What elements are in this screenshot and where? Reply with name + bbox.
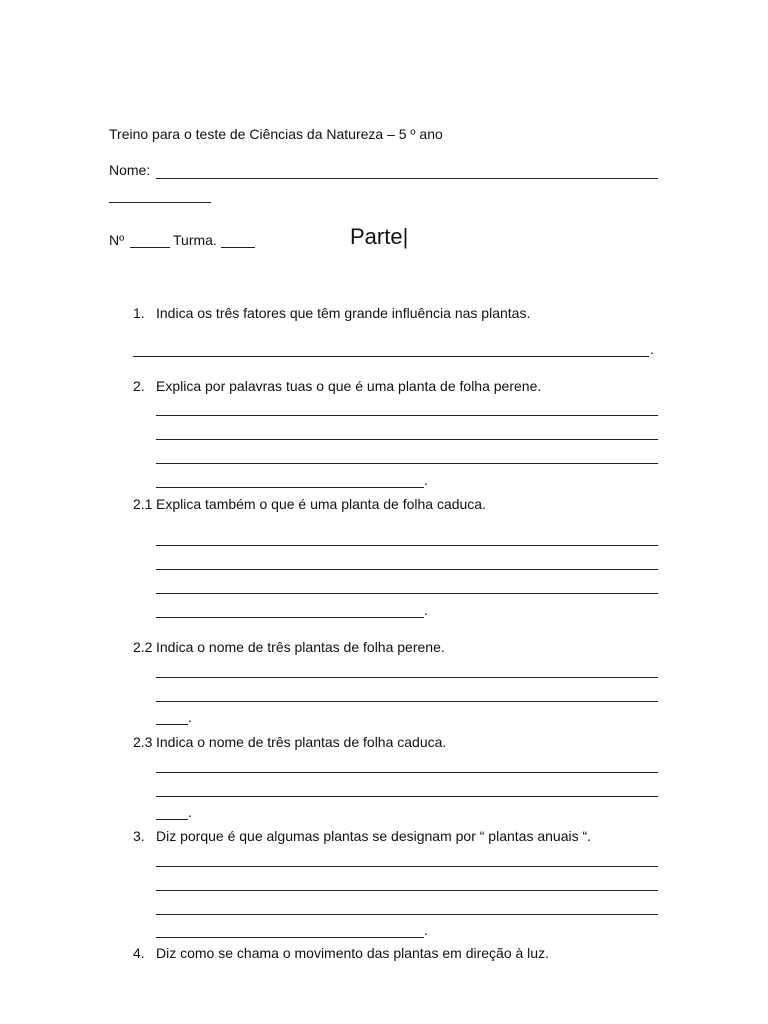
answer-line[interactable]	[156, 593, 658, 594]
answer-line-end: .	[188, 709, 192, 725]
answer-line[interactable]	[156, 819, 188, 820]
question-text: Indica o nome de três plantas de folha caduca.	[156, 734, 447, 750]
answer-line[interactable]	[156, 914, 658, 915]
answer-line[interactable]	[156, 772, 658, 773]
number-label: Nº	[109, 232, 125, 248]
question-text: Explica por palavras tuas o que é uma planta de folha perene.	[156, 378, 542, 394]
name-answer-line-continued[interactable]	[109, 202, 211, 203]
question-text: Diz porque é que algumas plantas se designam por “ plantas anuais “.	[156, 828, 592, 844]
question-number: 2.	[133, 378, 145, 394]
name-label: Nome:	[109, 162, 151, 178]
answer-line[interactable]	[156, 677, 658, 678]
question-text: Diz como se chama o movimento das plantas em direção à luz.	[156, 945, 549, 961]
question-number: 3.	[133, 828, 145, 844]
answer-line[interactable]	[133, 356, 649, 357]
class-label: Turma.	[173, 232, 217, 248]
answer-line-end: .	[650, 341, 654, 357]
answer-line[interactable]	[156, 415, 658, 416]
answer-line[interactable]	[156, 866, 658, 867]
answer-line[interactable]	[156, 701, 658, 702]
answer-line-end: .	[424, 922, 428, 938]
answer-line[interactable]	[156, 617, 424, 618]
question-number: 4.	[133, 945, 145, 961]
answer-line[interactable]	[156, 724, 188, 725]
answer-line[interactable]	[156, 937, 424, 938]
answer-line[interactable]	[156, 890, 658, 891]
worksheet-title: Treino para o teste de Ciências da Natureza – 5 º ano	[109, 126, 443, 142]
answer-line[interactable]	[156, 463, 658, 464]
question-number: 2.3	[133, 734, 153, 750]
answer-line-end: .	[424, 472, 428, 488]
answer-line[interactable]	[156, 487, 424, 488]
answer-line[interactable]	[156, 439, 658, 440]
name-answer-line[interactable]	[156, 178, 658, 179]
answer-line-end: .	[188, 804, 192, 820]
question-text: Indica os três fatores que têm grande influência nas plantas.	[156, 305, 531, 321]
answer-line-end: .	[424, 602, 428, 618]
question-number: 1.	[133, 305, 145, 321]
class-answer-line[interactable]	[221, 247, 255, 248]
question-text: Indica o nome de três plantas de folha perene.	[156, 639, 445, 655]
question-number: 2.2	[133, 639, 153, 655]
part-heading: Parte|	[350, 224, 409, 249]
answer-line[interactable]	[156, 569, 658, 570]
question-text: Explica também o que é uma planta de folha caduca.	[156, 496, 486, 512]
question-number: 2.1	[133, 496, 153, 512]
answer-line[interactable]	[156, 796, 658, 797]
number-answer-line[interactable]	[130, 247, 170, 248]
answer-line[interactable]	[156, 545, 658, 546]
